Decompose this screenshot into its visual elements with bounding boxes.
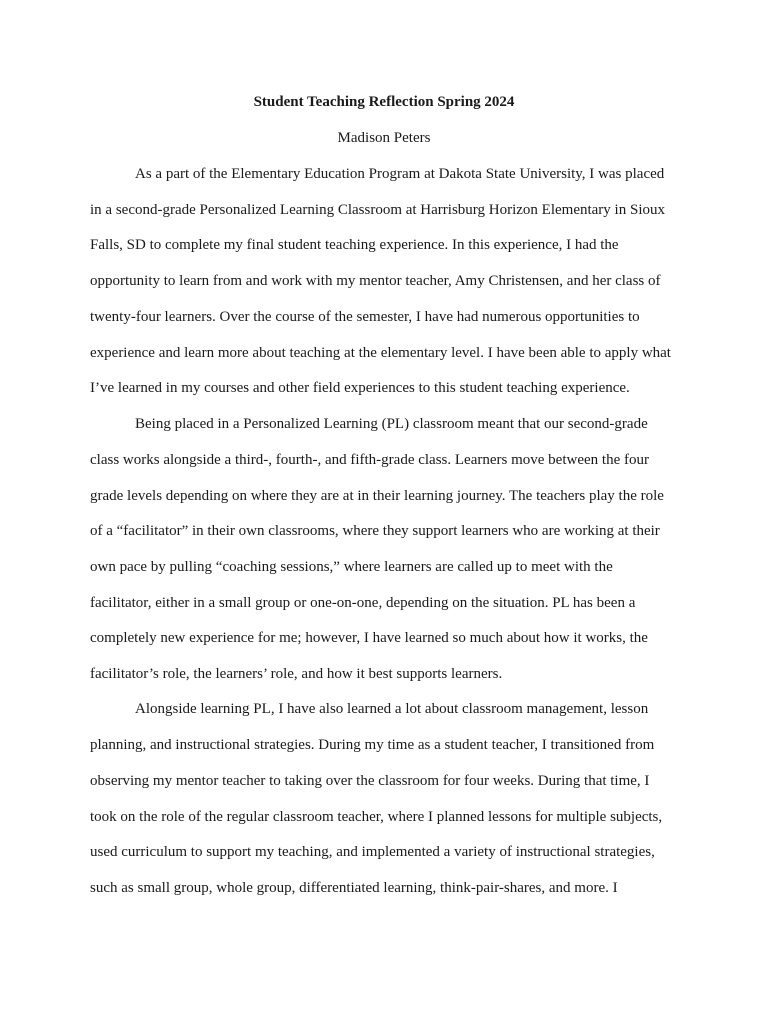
paragraph-2-line-1: Being placed in a Personalized Learning (PL) classroom meant that our second-grade: [135, 416, 648, 432]
paragraph-3-line-1: Alongside learning PL, I have also learned a lot about classroom management, lesson: [135, 701, 649, 717]
paragraph-3-line-4: took on the role of the regular classroom teacher, where I planned lessons for multiple subjects,: [90, 809, 663, 825]
paragraph-1-line-5: twenty-four learners. Over the course of the semester, I have had numerous opportunities to: [90, 309, 640, 325]
paragraph-1-line-2: in a second-grade Personalized Learning Classroom at Harrisburg Horizon Elementary in Sioux: [90, 202, 665, 218]
paragraph-3-line-2: planning, and instructional strategies. During my time as a student teacher, I transitioned from: [90, 737, 655, 753]
paragraph-1-line-1: As a part of the Elementary Education Program at Dakota State University, I was placed: [135, 166, 665, 182]
document-title: Student Teaching Reflection Spring 2024: [253, 94, 515, 110]
paragraph-1-line-7: I’ve learned in my courses and other field experiences to this student teaching experience.: [90, 380, 630, 396]
paragraph-3-line-3: observing my mentor teacher to taking over the classroom for four weeks. During that time, I: [90, 773, 650, 789]
paragraph-2-line-2: class works alongside a third-, fourth-, and fifth-grade class. Learners move between the four: [90, 452, 649, 468]
paragraph-2-line-7: completely new experience for me; however, I have learned so much about how it works, the: [90, 630, 648, 646]
paragraph-3-line-5: used curriculum to support my teaching, and implemented a variety of instructional strategies,: [90, 844, 655, 860]
paragraph-2-line-8: facilitator’s role, the learners’ role, and how it best supports learners.: [90, 666, 503, 682]
paragraph-2-line-4: of a “facilitator” in their own classrooms, where they support learners who are working at their: [90, 523, 660, 539]
paragraph-1-line-3: Falls, SD to complete my final student teaching experience. In this experience, I had the: [90, 237, 619, 253]
paragraph-2-line-6: facilitator, either in a small group or one-on-one, depending on the situation. PL has been a: [90, 595, 636, 611]
document-author: Madison Peters: [337, 130, 431, 146]
paragraph-1-line-6: experience and learn more about teaching at the elementary level. I have been able to apply what: [90, 345, 671, 361]
paragraph-1-line-4: opportunity to learn from and work with my mentor teacher, Amy Christensen, and her class of: [90, 273, 661, 289]
paragraph-3-line-6: such as small group, whole group, differentiated learning, think-pair-shares, and more. I: [90, 880, 618, 896]
paragraph-2-line-3: grade levels depending on where they are at in their learning journey. The teachers play the role: [90, 488, 664, 504]
paragraph-2-line-5: own pace by pulling “coaching sessions,” where learners are called up to meet with the: [90, 559, 613, 575]
